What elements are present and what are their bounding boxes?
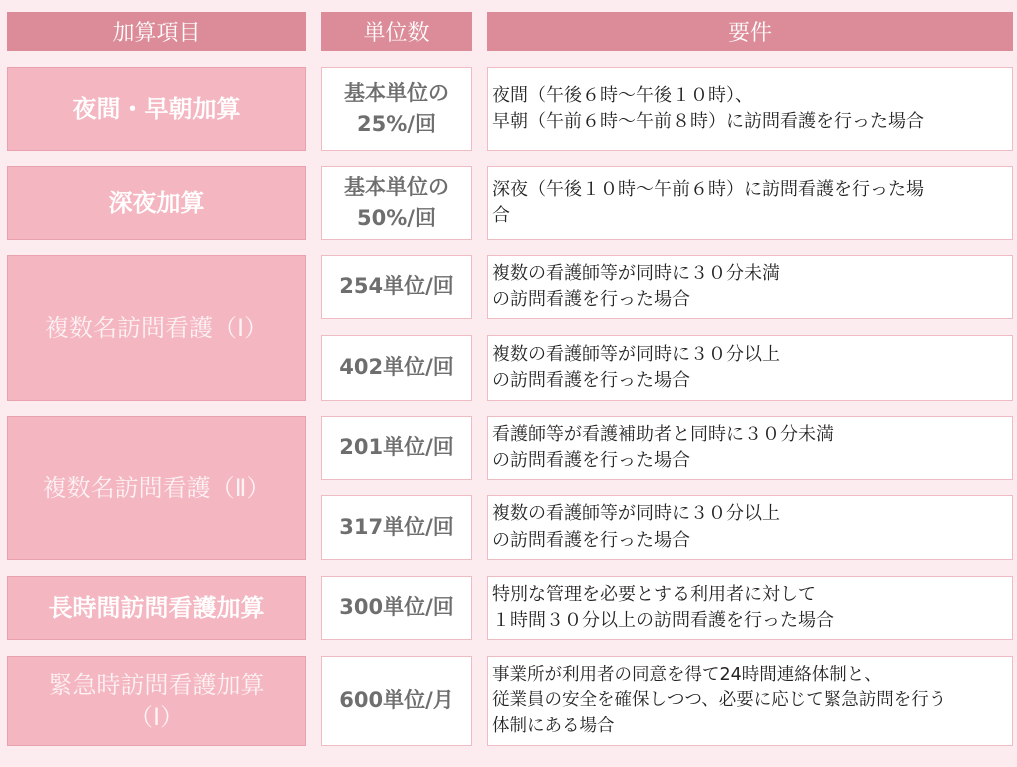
req-multi-visit-2-b: 複数の看護師等が同時に３０分以上 の訪問看護を行った場合 <box>487 495 1013 560</box>
header-requirements: 要件 <box>487 12 1013 51</box>
req-multi-visit-1-b: 複数の看護師等が同時に３０分以上 の訪問看護を行った場合 <box>487 335 1013 401</box>
units-multi-visit-1-b: 402単位/回 <box>321 335 472 401</box>
units-emergency-visit: 600単位/月 <box>321 656 472 746</box>
item-long-visit: 長時間訪問看護加算 <box>7 576 306 640</box>
item-multi-visit-1: 複数名訪問看護（Ⅰ） <box>7 255 306 401</box>
header-units: 単位数 <box>321 12 472 51</box>
item-night-early: 夜間・早朝加算 <box>7 67 306 151</box>
header-item: 加算項目 <box>7 12 306 51</box>
units-multi-visit-2-a: 201単位/回 <box>321 416 472 480</box>
item-late-night: 深夜加算 <box>7 166 306 240</box>
units-late-night: 基本単位の 50%/回 <box>321 166 472 240</box>
units-multi-visit-1-a: 254単位/回 <box>321 255 472 319</box>
units-long-visit: 300単位/回 <box>321 576 472 640</box>
req-multi-visit-1-a: 複数の看護師等が同時に３０分未満 の訪問看護を行った場合 <box>487 255 1013 319</box>
req-late-night: 深夜（午後１０時〜午前６時）に訪問看護を行った場 合 <box>487 166 1013 240</box>
units-multi-visit-2-b: 317単位/回 <box>321 495 472 560</box>
units-night-early: 基本単位の 25%/回 <box>321 67 472 151</box>
item-multi-visit-2: 複数名訪問看護（Ⅱ） <box>7 416 306 560</box>
req-multi-visit-2-a: 看護師等が看護補助者と同時に３０分未満 の訪問看護を行った場合 <box>487 416 1013 480</box>
req-night-early: 夜間（午後６時〜午後１０時）、 早朝（午前６時〜午前８時）に訪問看護を行った場合 <box>487 67 1013 151</box>
req-long-visit: 特別な管理を必要とする利用者に対して １時間３０分以上の訪問看護を行った場合 <box>487 576 1013 640</box>
item-emergency-visit: 緊急時訪問看護加算 （Ⅰ） <box>7 656 306 746</box>
req-emergency-visit: 事業所が利用者の同意を得て24時間連絡体制と、 従業員の安全を確保しつつ、必要に応じて緊急訪問を行う 体制にある場合 <box>487 656 1013 746</box>
